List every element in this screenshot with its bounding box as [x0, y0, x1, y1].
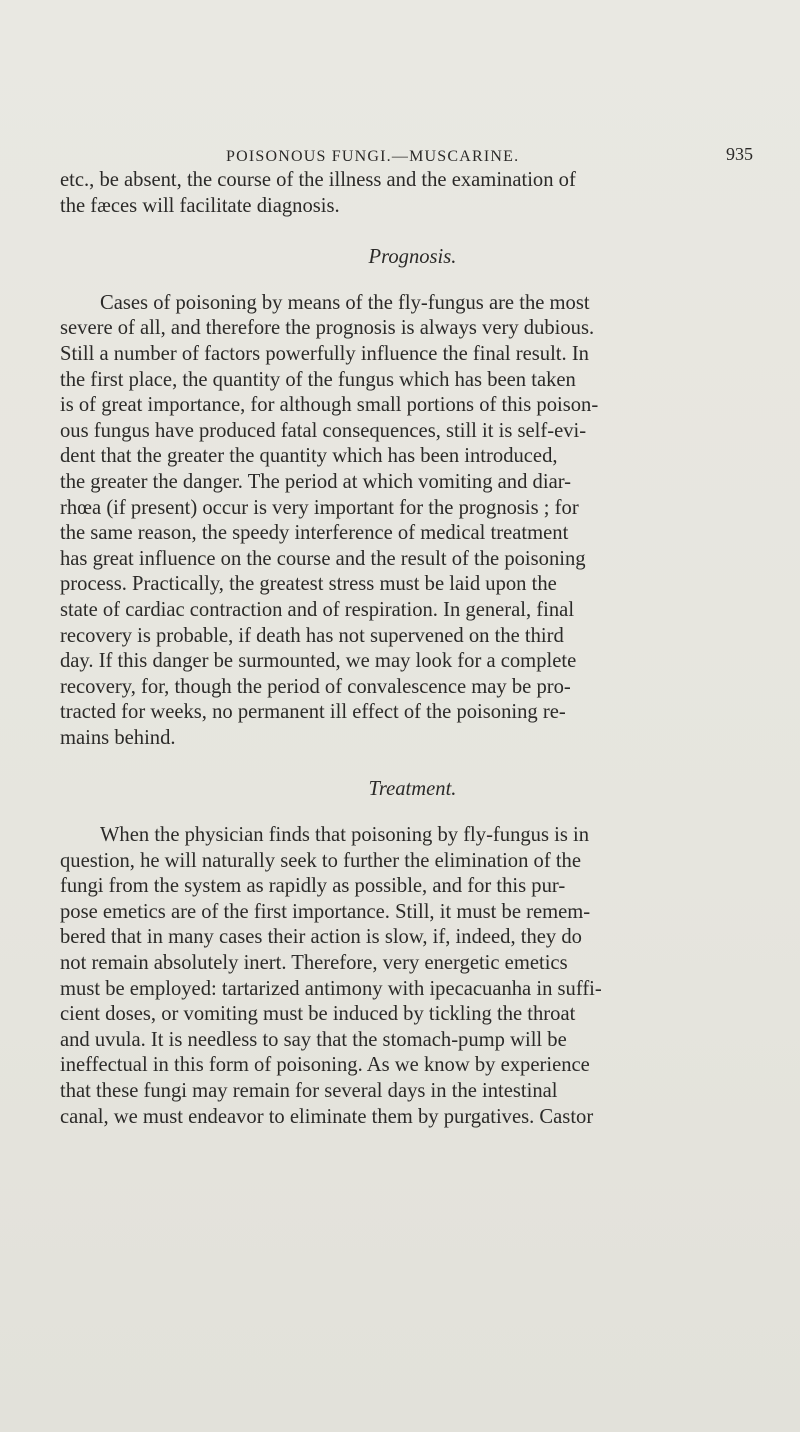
- text-line: the greater the danger. The period at which vomiting and diar-: [60, 470, 572, 493]
- treatment-paragraph: [60, 823, 765, 1130]
- text-line: Cases of poisoning by means of the fly-fungus are the most: [100, 291, 590, 314]
- section-heading-treatment: Treatment.: [368, 778, 457, 801]
- body-text: [60, 168, 765, 1130]
- text-line: tracted for weeks, no permanent ill effect of the poisoning re-: [60, 701, 566, 724]
- section-heading-prognosis: Prognosis.: [368, 246, 457, 269]
- text-line: rhœa (if present) occur is very important for the prognosis ; for: [60, 496, 579, 519]
- text-line: not remain absolutely inert. Therefore, very energetic emetics: [60, 952, 568, 975]
- text-line: has great influence on the course and the result of the poisoning: [60, 547, 586, 570]
- text-line: Still a number of factors powerfully influence the final result. In: [60, 342, 589, 365]
- text-line: and uvula. It is needless to say that the stomach-pump will be: [60, 1028, 567, 1051]
- text-line: the same reason, the speedy interference of medical treatment: [60, 522, 569, 545]
- text-line: must be employed: tartarized antimony with ipecacuanha in suffi-: [60, 977, 602, 1000]
- text-line: day. If this danger be surmounted, we may look for a complete: [60, 650, 577, 673]
- text-line: ineffectual in this form of poisoning. As we know by experience: [60, 1054, 590, 1077]
- text-line: the fæces will facilitate diagnosis.: [60, 194, 340, 217]
- text-line: recovery is probable, if death has not supervened on the third: [60, 624, 564, 647]
- text-line: process. Practically, the greatest stress must be laid upon the: [60, 573, 557, 596]
- prognosis-paragraph: [60, 291, 765, 752]
- text-line: canal, we must endeavor to eliminate them by purgatives. Castor: [60, 1105, 594, 1128]
- text-line: is of great importance, for although small portions of this poison-: [60, 394, 599, 417]
- text-line: etc., be absent, the course of the illness and the examination of: [60, 169, 576, 191]
- text-line: severe of all, and therefore the prognosis is always very dubious.: [60, 317, 595, 340]
- text-line: the first place, the quantity of the fungus which has been taken: [60, 368, 576, 391]
- page-number: 935: [726, 144, 753, 164]
- text-line: cient doses, or vomiting must be induced by tickling the throat: [60, 1003, 576, 1026]
- text-line: When the physician finds that poisoning by fly-fungus is in: [100, 824, 590, 847]
- text-line: bered that in many cases their action is slow, if, indeed, they do: [60, 926, 582, 949]
- text-line: fungi from the system as rapidly as possible, and for this pur-: [60, 875, 566, 898]
- text-line: state of cardiac contraction and of respiration. In general, final: [60, 598, 575, 621]
- text-line: ous fungus have produced fatal consequences, still it is self-evi-: [60, 419, 587, 442]
- text-line: recovery, for, though the period of convalescence may be pro-: [60, 675, 571, 698]
- text-line: dent that the greater the quantity which has been introduced,: [60, 445, 558, 468]
- text-line: pose emetics are of the first importance. Still, it must be remem-: [60, 900, 591, 923]
- text-line: that these fungi may remain for several days in the intestinal: [60, 1080, 558, 1102]
- text-line: mains behind.: [60, 726, 176, 749]
- running-title: POISONOUS FUNGI.—MUSCARINE.: [226, 148, 520, 165]
- text-line: question, he will naturally seek to further the elimination of the: [60, 849, 581, 872]
